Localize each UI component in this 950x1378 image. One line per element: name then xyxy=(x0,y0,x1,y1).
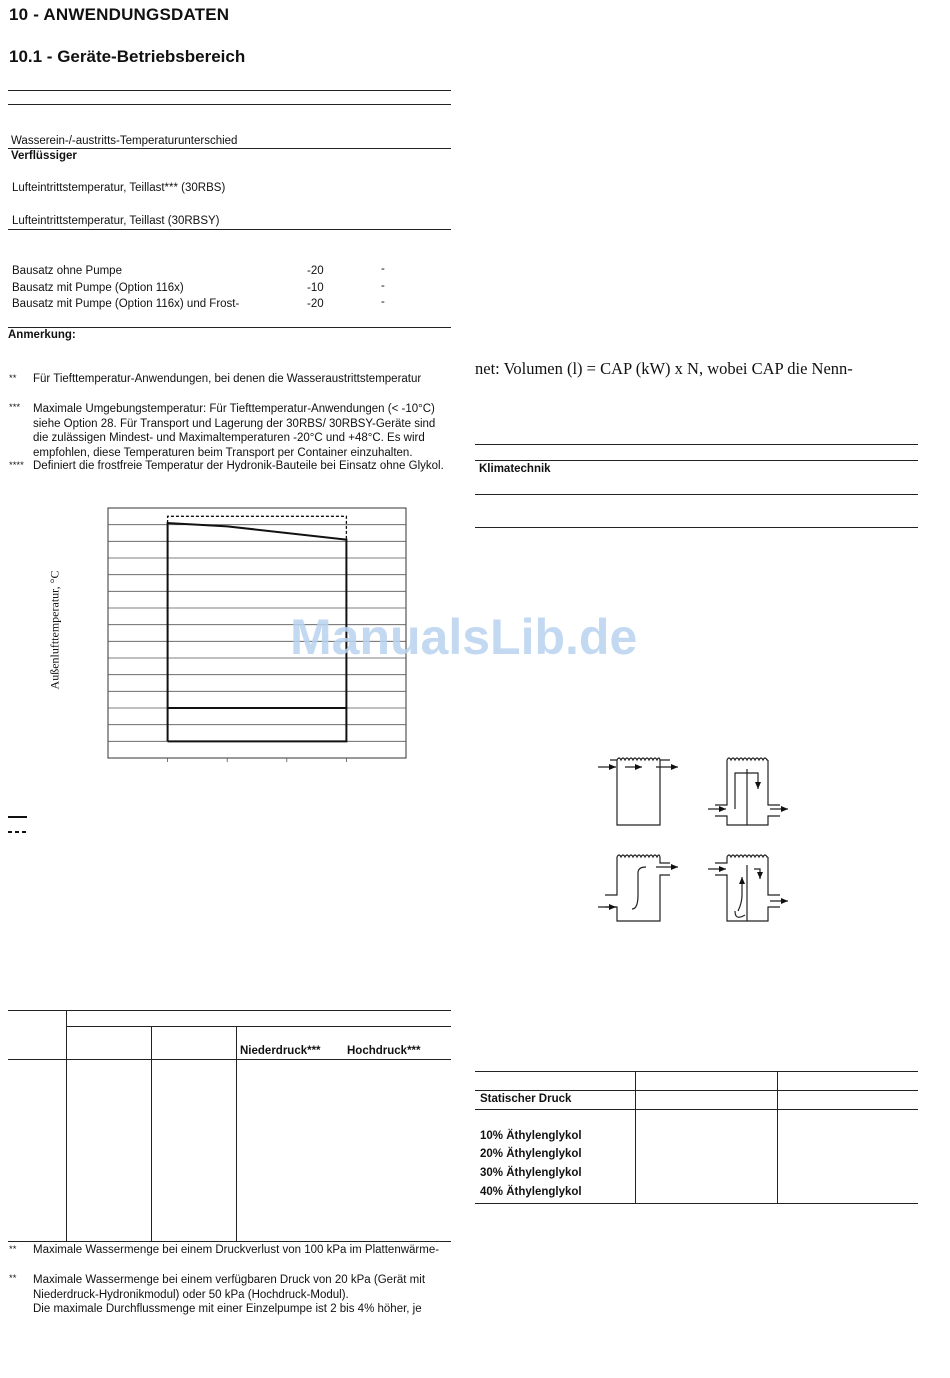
remark-text xyxy=(33,402,435,460)
table-rule xyxy=(475,460,918,461)
table-rule xyxy=(8,90,451,91)
remark-text: Definiert die frostfreie Temperatur der Hydronik-Bauteile bei Einsatz ohne Glykol. xyxy=(33,460,444,472)
chart-y-label: Außenlufttemperatur, °C xyxy=(47,570,62,690)
table-rule xyxy=(475,1203,918,1204)
row-air-partload-rbs: Lufteintrittstemperatur, Teillast*** (30RBS) xyxy=(12,182,226,194)
table-rule xyxy=(475,1109,918,1110)
remark-line: siehe Option 28. Für Transport und Lagerung der 30RBS/ 30RBSY-Geräte sind xyxy=(33,417,436,430)
schematic-inline-tank xyxy=(598,758,678,825)
flow-note-line: Die maximale Durchflussmenge mit einer Einzelpumpe ist 2 bis 4% höher, je xyxy=(33,1303,422,1315)
chapter-heading: 10 - ANWENDUNGSDATEN xyxy=(9,5,230,24)
table-rule xyxy=(8,1010,451,1011)
flow-note-mark: ** xyxy=(9,1244,17,1255)
table-rule xyxy=(8,104,451,105)
table-col-rule xyxy=(236,1026,237,1241)
table-rule xyxy=(66,1026,451,1027)
remark-mark: ** xyxy=(9,373,17,384)
table-col-rule xyxy=(151,1026,152,1241)
row-temp-diff: Wasserein-/-austritts-Temperaturunterschied xyxy=(11,135,238,147)
kit-row-max: - xyxy=(381,280,385,292)
remark-line: empfohlen, diese Temperaturen beim Transport per Container einzuhalten. xyxy=(33,446,413,459)
table-rule xyxy=(475,494,918,495)
table-rule xyxy=(8,1241,451,1242)
table-rule xyxy=(8,148,451,149)
remark-mark: *** xyxy=(9,402,21,413)
flow-note-mark: ** xyxy=(9,1273,17,1284)
glycol-row: 10% Äthylenglykol xyxy=(480,1130,582,1142)
kit-row-min: -10 xyxy=(307,282,324,294)
kit-row-label: Bausatz mit Pumpe (Option 116x) xyxy=(12,282,184,294)
table-rule xyxy=(475,527,918,528)
table-col-rule xyxy=(635,1071,636,1203)
header-high-pressure: Hochdruck*** xyxy=(347,1045,421,1057)
volume-formula: net: Volumen (l) = CAP (kW) x N, wobei CAP die Nenn- xyxy=(475,359,853,378)
remark-line: Maximale Umgebungstemperatur: Für Tiefttemperatur-Anwendungen (< -10°C) xyxy=(33,403,435,415)
table-rule xyxy=(8,327,451,328)
kit-row-max: - xyxy=(381,263,385,275)
section-heading: 10.1 - Geräte-Betriebsbereich xyxy=(9,47,246,66)
remark-line: die zulässigen Mindest- und Maximaltemperaturen -20°C und +48°C. Es wird xyxy=(33,432,425,444)
table-rule xyxy=(8,229,451,230)
table-rule xyxy=(475,1090,918,1091)
watermark: ManualsLib.de xyxy=(290,609,638,665)
kit-row-min: -20 xyxy=(307,265,324,277)
schematic-side-tank xyxy=(598,855,678,921)
kit-row-label: Bausatz ohne Pumpe xyxy=(12,265,122,277)
static-pressure-label: Statischer Druck xyxy=(480,1093,572,1105)
table-rule xyxy=(8,1059,451,1060)
chart-legend xyxy=(6,812,30,838)
kit-row-max: - xyxy=(381,296,385,308)
glycol-row: 30% Äthylenglykol xyxy=(480,1167,582,1179)
flow-note-line: Maximale Wassermenge bei einem verfügbaren Druck von 20 kPa (Gerät mit xyxy=(33,1274,426,1286)
flow-note-text: Maximale Wassermenge bei einem Druckverlust von 100 kPa im Plattenwärme- xyxy=(33,1244,440,1256)
row-condenser: Verflüssiger xyxy=(11,150,77,162)
glycol-row: 20% Äthylenglykol xyxy=(480,1148,582,1160)
flow-note-line: Niederdruck-Hydronikmodul) oder 50 kPa (Hochdruck-Modul). xyxy=(33,1288,349,1301)
kit-row-min: -20 xyxy=(307,298,324,310)
row-air-partload-rbsy: Lufteintrittstemperatur, Teillast (30RBSY) xyxy=(12,215,220,227)
table-rule xyxy=(475,444,918,445)
table-col-rule xyxy=(777,1071,778,1203)
glycol-row: 40% Äthylenglykol xyxy=(480,1186,582,1198)
flow-note-text xyxy=(33,1273,425,1317)
remark-mark: **** xyxy=(9,460,24,471)
remark-text: Für Tiefttemperatur-Anwendungen, bei denen die Wasseraustrittstemperatur xyxy=(33,373,422,385)
tank-schematics xyxy=(590,745,800,930)
table-rule xyxy=(475,1071,918,1072)
schematic-buffer-tank xyxy=(708,758,788,825)
table-col-rule xyxy=(66,1010,67,1241)
schematic-double-tank xyxy=(708,855,788,921)
kit-row-label: Bausatz mit Pumpe (Option 116x) und Frost- xyxy=(12,298,240,310)
header-low-pressure: Niederdruck*** xyxy=(240,1045,321,1057)
remarks-title: Anmerkung: xyxy=(8,329,76,341)
application-label: Klimatechnik xyxy=(479,463,551,475)
